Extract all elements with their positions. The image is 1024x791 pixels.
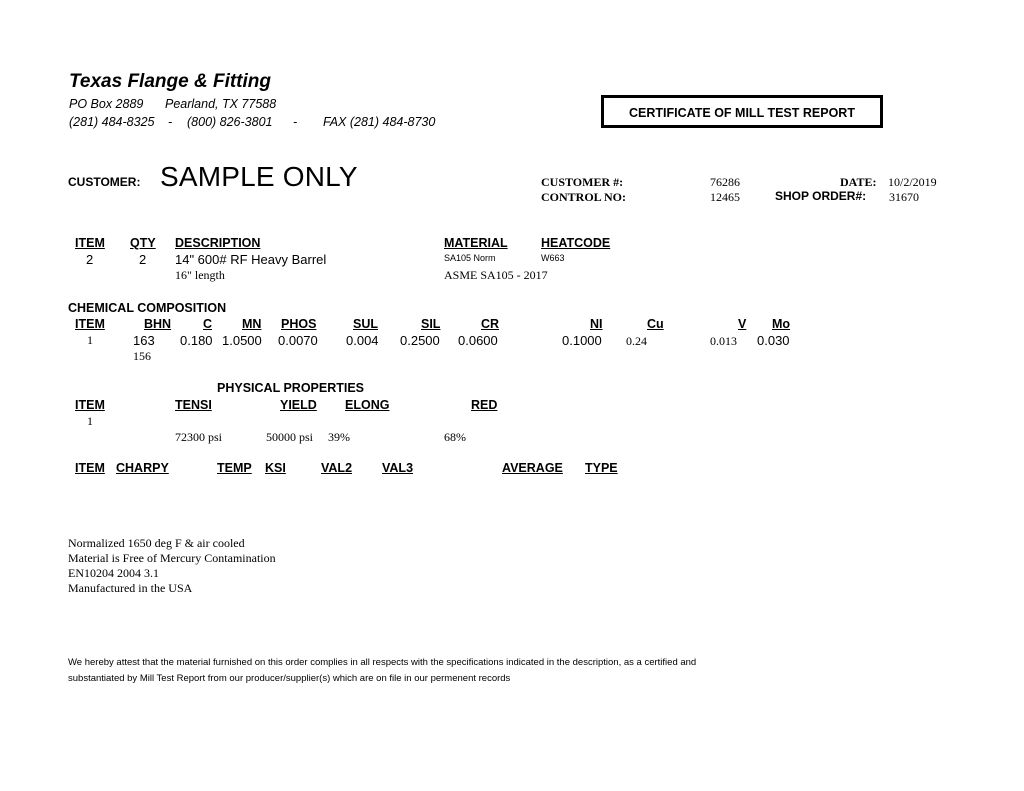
attestation-line-2: substantiated by Mill Test Report from our producer/supplier(s) which are on file in our permenent records [68, 673, 511, 684]
phys-header-yield: YIELD [280, 398, 317, 412]
chem-header-cu: Cu [647, 317, 664, 331]
chem-header-v: V [738, 317, 747, 331]
item-number: 2 [86, 252, 94, 267]
charpy-header-type: TYPE [585, 461, 618, 475]
charpy-header-temp: TEMP [217, 461, 252, 475]
chem-mo: 0.030 [757, 333, 790, 348]
customer-number: 76286 [710, 175, 740, 189]
separator-dash: - [168, 115, 173, 129]
customer-name: SAMPLE ONLY [160, 161, 358, 192]
chem-header-bhn: BHN [144, 317, 172, 331]
phone-tollfree: (800) 826-3801 [187, 115, 273, 129]
separator-dash: - [293, 115, 298, 129]
charpy-header-val3: VAL3 [382, 461, 414, 475]
col-header-description: DESCRIPTION [175, 236, 261, 250]
control-number: 12465 [710, 190, 740, 204]
chem-bhn-secondary: 156 [133, 349, 151, 363]
chem-mn: 1.0500 [222, 333, 262, 348]
chem-header-c: C [203, 317, 213, 331]
phys-reduction: 68% [444, 430, 466, 444]
customer-number-label: CUSTOMER #: [541, 175, 624, 189]
note-line: Normalized 1650 deg F & air cooled [68, 536, 245, 550]
note-line: Material is Free of Mercury Contamination [68, 551, 276, 565]
fax-number: FAX (281) 484-8730 [323, 115, 436, 129]
certificate-title-box [601, 95, 883, 128]
chem-header-mn: MN [242, 317, 262, 331]
col-header-material: MATERIAL [444, 236, 508, 250]
physical-properties-title: PHYSICAL PROPERTIES [217, 381, 365, 395]
chem-header-sil: SIL [421, 317, 441, 331]
chem-cu: 0.24 [626, 334, 647, 348]
control-number-label: CONTROL NO: [541, 190, 627, 204]
chem-header-ni: NI [590, 317, 603, 331]
chem-sil: 0.2500 [400, 333, 440, 348]
item-description: 14" 600# RF Heavy Barrel [175, 252, 327, 267]
chem-header-cr: CR [481, 317, 500, 331]
charpy-header-item: ITEM [75, 461, 105, 475]
phys-yield: 50000 psi [266, 430, 314, 444]
charpy-header-ksi: KSI [265, 461, 286, 475]
phys-header-item: ITEM [75, 398, 105, 412]
chem-v: 0.013 [710, 334, 737, 348]
chem-bhn: 163 [133, 333, 155, 348]
customer-label: CUSTOMER: [68, 175, 141, 189]
note-line: EN10204 2004 3.1 [68, 566, 159, 580]
col-header-heatcode: HEATCODE [541, 236, 611, 250]
col-header-qty: QTY [130, 236, 156, 250]
chem-sul: 0.004 [346, 333, 379, 348]
note-line: Manufactured in the USA [68, 581, 193, 595]
chem-header-sul: SUL [353, 317, 378, 331]
phys-header-red: RED [471, 398, 498, 412]
company-city: Pearland, TX 77588 [165, 97, 277, 111]
chem-header-item: ITEM [75, 317, 105, 331]
chemical-composition-title: CHEMICAL COMPOSITION [68, 301, 227, 315]
chem-header-phos: PHOS [281, 317, 317, 331]
po-box: PO Box 2889 [69, 97, 144, 111]
chem-c: 0.180 [180, 333, 213, 348]
item-material-spec: ASME SA105 - 2017 [444, 268, 548, 282]
item-qty: 2 [139, 252, 147, 267]
shop-order-number: 31670 [889, 190, 919, 204]
chem-header-mo: Mo [772, 317, 791, 331]
chem-phos: 0.0070 [278, 333, 318, 348]
date-value: 10/2/2019 [888, 175, 937, 189]
charpy-header-val2: VAL2 [321, 461, 353, 475]
chem-cr: 0.0600 [458, 333, 498, 348]
item-heatcode: W663 [541, 253, 565, 263]
item-description-length: 16" length [175, 268, 225, 282]
phys-item: 1 [87, 414, 93, 428]
phys-elongation: 39% [328, 430, 350, 444]
phys-header-elong: ELONG [345, 398, 390, 412]
charpy-header-charpy: CHARPY [116, 461, 169, 475]
certificate-title: CERTIFICATE OF MILL TEST REPORT [629, 106, 855, 120]
chem-ni: 0.1000 [562, 333, 602, 348]
phys-header-tensi: TENSI [175, 398, 212, 412]
item-material: SA105 Norm [444, 253, 496, 263]
date-label: DATE: [840, 175, 877, 189]
chem-item: 1 [87, 333, 93, 347]
shop-order-label: SHOP ORDER#: [775, 189, 867, 203]
phys-tensile: 72300 psi [175, 430, 223, 444]
company-name: Texas Flange & Fitting [69, 71, 271, 92]
col-header-item: ITEM [75, 236, 105, 250]
attestation-line-1: We hereby attest that the material furnished on this order complies in all respects with the specifications indicated in the description, as a certified and [68, 657, 697, 668]
charpy-header-average: AVERAGE [502, 461, 563, 475]
phone-primary: (281) 484-8325 [69, 115, 155, 129]
